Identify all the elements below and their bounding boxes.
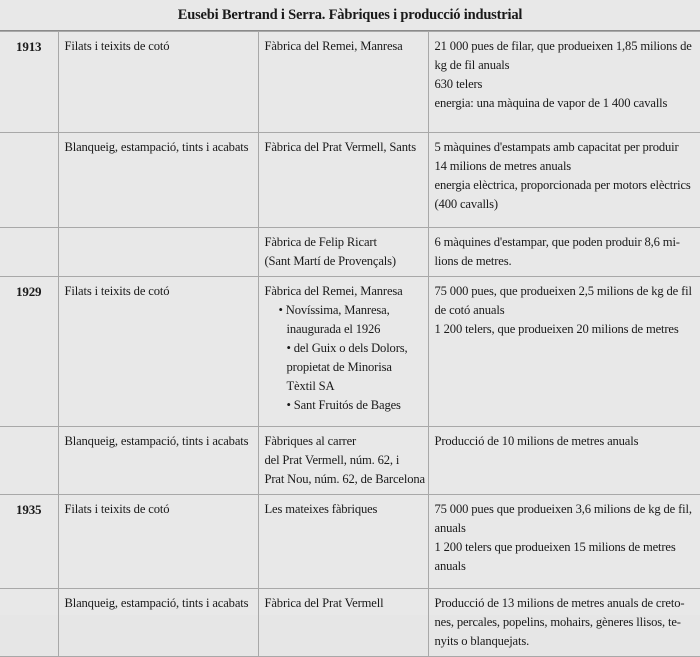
production-line: anuals: [434, 559, 466, 573]
factory-line: Tèxtil SA: [286, 379, 335, 393]
table-row: [0, 427, 700, 495]
factory-line: Fàbrica del Remei, Manresa: [264, 39, 403, 53]
factory-line: Fàbrica del Remei, Manresa: [264, 284, 403, 298]
factory-line: propietat de Minorisa: [286, 360, 392, 374]
production-line: 630 telers: [434, 77, 483, 91]
factory-line: • del Guix o dels Dolors,: [286, 341, 408, 355]
production-line: 21 000 pues de filar, que produeixen 1,85 milions de: [434, 39, 692, 53]
factory-line: Prat Nou, núm. 62, de Barcelona: [264, 472, 425, 486]
production-cell: [428, 277, 700, 427]
factory-cell: [258, 427, 428, 495]
factory-line: (Sant Martí de Provençals): [264, 254, 396, 268]
factory-line: Fàbrica de Felip Ricart: [264, 235, 377, 249]
production-line: de cotó anuals: [434, 303, 505, 317]
industrial-production-table: [0, 31, 700, 657]
activity-cell: Blanqueig, estampació, tints i acabats: [58, 427, 258, 495]
factory-line: Les mateixes fàbriques: [264, 502, 378, 516]
production-line: 75 000 pues que produeixen 3,6 milions de kg de fil,: [434, 502, 692, 516]
activity-cell: [58, 228, 258, 277]
production-line: 1 200 telers, que produeixen 20 milions de metres: [434, 322, 679, 336]
factory-line: Fàbrica del Prat Vermell: [264, 596, 384, 610]
production-line: 6 màquines d'estampar, que poden produir 8,6 mi-: [434, 235, 680, 249]
table-row: [0, 32, 700, 133]
production-line: energia: una màquina de vapor de 1 400 cavalls: [434, 96, 668, 110]
year-cell: 1913: [0, 32, 58, 133]
production-line: anuals: [434, 521, 466, 535]
table-title: Eusebi Bertrand i Serra. Fàbriques i producció industrial: [0, 0, 700, 31]
production-cell: [428, 32, 700, 133]
production-line: nyits o blanquejats.: [434, 634, 530, 648]
factory-line: del Prat Vermell, núm. 62, i: [264, 453, 400, 467]
production-line: 5 màquines d'estampats amb capacitat per produir: [434, 140, 679, 154]
production-line: (400 cavalls): [434, 197, 498, 211]
factory-line: inaugurada el 1926: [286, 322, 381, 336]
production-line: 14 milions de metres anuals: [434, 159, 572, 173]
factory-cell: [258, 228, 428, 277]
activity-cell: Blanqueig, estampació, tints i acabats: [58, 589, 258, 657]
factory-line: Fàbriques al carrer: [264, 434, 357, 448]
activity-cell: Filats i teixits de cotó: [58, 32, 258, 133]
table-row: [0, 589, 700, 657]
year-cell: [0, 589, 58, 657]
activity-cell: Filats i teixits de cotó: [58, 277, 258, 427]
production-cell: [428, 427, 700, 495]
factory-line: Fàbrica del Prat Vermell, Sants: [264, 140, 416, 154]
factory-cell: [258, 133, 428, 228]
table-row: [0, 277, 700, 427]
production-line: kg de fil anuals: [434, 58, 510, 72]
activity-cell: Filats i teixits de cotó: [58, 495, 258, 589]
year-cell: 1929: [0, 277, 58, 427]
production-line: lions de metres.: [434, 254, 512, 268]
year-cell: 1935: [0, 495, 58, 589]
production-line: 75 000 pues, que produeixen 2,5 milions de kg de fil: [434, 284, 692, 298]
factory-cell: [258, 277, 428, 427]
factory-line: • Novíssima, Manresa,: [278, 303, 390, 317]
production-line: nes, percales, popelins, mohairs, gèneres llisos, te-: [434, 615, 681, 629]
factory-cell: [258, 495, 428, 589]
production-line: 1 200 telers que produeixen 15 milions de metres: [434, 540, 676, 554]
production-line: Producció de 13 milions de metres anuals de creto-: [434, 596, 685, 610]
factory-line: • Sant Fruitós de Bages: [286, 398, 401, 412]
year-cell: [0, 228, 58, 277]
factory-cell: [258, 589, 428, 657]
factory-cell: [258, 32, 428, 133]
year-cell: [0, 133, 58, 228]
table-row: [0, 495, 700, 589]
table-row: [0, 133, 700, 228]
year-cell: [0, 427, 58, 495]
activity-cell: Blanqueig, estampació, tints i acabats: [58, 133, 258, 228]
production-line: energia elèctrica, proporcionada per motors elèctrics: [434, 178, 691, 192]
production-cell: [428, 589, 700, 657]
production-cell: [428, 228, 700, 277]
production-line: Producció de 10 milions de metres anuals: [434, 434, 639, 448]
table-row: [0, 228, 700, 277]
production-cell: [428, 495, 700, 589]
production-cell: [428, 133, 700, 228]
